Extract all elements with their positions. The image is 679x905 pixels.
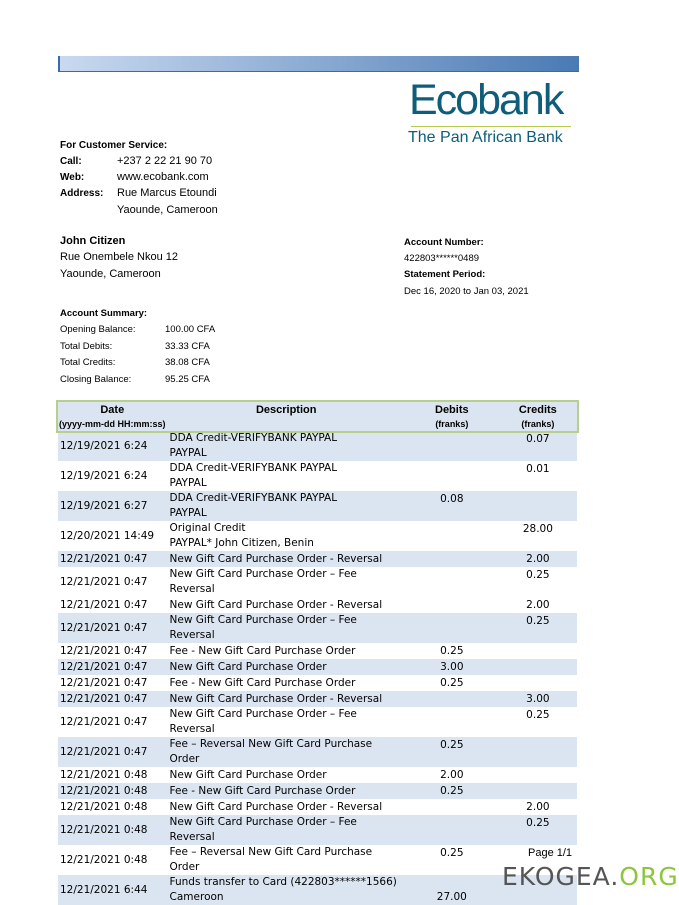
- address-label: Address:: [60, 188, 104, 199]
- row-credit: 0.01: [526, 463, 550, 475]
- call-value: +237 2 22 21 90 70: [117, 155, 213, 167]
- table-row: [58, 613, 577, 643]
- summary-label: Opening Balance:: [60, 324, 136, 335]
- customer-name: John Citizen: [60, 235, 126, 247]
- row-debit: 0.25: [405, 737, 499, 767]
- row-date: 12/21/2021 0:47: [58, 613, 168, 643]
- row-debit: [405, 815, 499, 845]
- logo-tagline: The Pan African Bank: [408, 129, 563, 146]
- row-debit: [405, 613, 499, 643]
- row-credit: 0.25: [499, 613, 577, 643]
- row-description: New Gift Card Purchase Order – Fee Reversal: [169, 708, 357, 735]
- summary-title: Account Summary:: [60, 308, 148, 319]
- row-debit: 3.00: [405, 659, 499, 675]
- summary-value: 95.25 CFA: [165, 373, 210, 385]
- row-description: New Gift Card Purchase Order – Fee Reversal: [168, 613, 405, 643]
- row-description: New Gift Card Purchase Order - Reversal: [168, 691, 405, 707]
- row-date: 12/21/2021 0:47: [60, 576, 148, 588]
- row-debit: [405, 691, 499, 707]
- web-label: Web:: [60, 172, 85, 183]
- summary-label: Total Credits:: [60, 357, 116, 368]
- row-credit: 0.07: [499, 431, 577, 461]
- row-debit: [405, 431, 499, 461]
- table-row: [58, 643, 577, 659]
- row-date: 12/21/2021 0:47: [58, 691, 168, 707]
- row-description: New Gift Card Purchase Order: [169, 768, 327, 781]
- row-credit: [499, 737, 577, 767]
- row-credit: [499, 675, 577, 691]
- table-row: [58, 691, 577, 707]
- table-row: [58, 551, 577, 567]
- row-credit: [499, 767, 577, 783]
- customer-address1: Rue Onembele Nkou 12: [60, 251, 179, 263]
- row-date: 12/21/2021 0:48: [60, 854, 148, 866]
- row-debit: [405, 597, 499, 613]
- table-row: [58, 767, 577, 783]
- page-number: Page 1/1: [528, 847, 573, 859]
- row-date: 12/21/2021 0:47: [58, 659, 168, 675]
- row-date: 12/21/2021 0:47: [58, 551, 168, 567]
- row-description: Fee – Reversal New Gift Card Purchase Order: [169, 846, 373, 873]
- ecobank-logo: [405, 78, 577, 147]
- row-description: Fee - New Gift Card Purchase Order: [168, 783, 405, 799]
- table-header: [58, 402, 577, 431]
- table-row: [58, 815, 577, 845]
- row-credit: 0.25: [526, 709, 550, 721]
- call-label: Call:: [60, 156, 82, 167]
- row-debit: 2.00: [440, 769, 464, 781]
- row-credit: 28.00: [522, 523, 553, 535]
- row-description: New Gift Card Purchase Order – Fee Reversal: [169, 568, 357, 595]
- logo-name: Ecobank: [409, 76, 563, 124]
- row-date: 12/21/2021 0:47: [60, 599, 148, 611]
- row-description: DDA Credit-VERIFYBANK PAYPAL PAYPAL: [169, 462, 338, 489]
- table-row: [58, 875, 577, 905]
- summary-value: 38.08 CFA: [165, 357, 210, 368]
- table-row: [58, 737, 577, 767]
- row-date: 12/20/2021 14:49: [60, 530, 155, 542]
- row-date: 12/21/2021 0:48: [60, 801, 148, 813]
- row-debit: [405, 551, 499, 567]
- row-credit: 2.00: [526, 599, 550, 611]
- transactions-table: [58, 402, 577, 905]
- statement-period-label: Statement Period:: [404, 269, 486, 280]
- row-credit: [499, 643, 577, 659]
- logo-divider: [411, 126, 571, 127]
- row-description: New Gift Card Purchase Order - Reversal: [169, 800, 383, 813]
- table-row: [58, 659, 577, 675]
- account-number: 422803******0489: [404, 253, 480, 264]
- statement-period: Dec 16, 2020 to Jan 03, 2021: [404, 286, 529, 297]
- row-debit: [405, 567, 499, 597]
- row-date: 12/19/2021 6:24: [58, 431, 168, 461]
- web-link[interactable]: www.ecobank.com: [117, 171, 209, 183]
- header-date: Date (yyyy-mm-dd HH:mm:ss): [59, 404, 166, 429]
- row-date: 12/21/2021 0:47: [58, 737, 168, 767]
- row-credit: [499, 491, 577, 521]
- row-credit: 0.25: [499, 815, 577, 845]
- row-debit: [405, 521, 499, 551]
- watermark: EKOGEA.ORG: [502, 862, 679, 891]
- row-description: New Gift Card Purchase Order: [168, 659, 405, 675]
- table-row: [58, 597, 577, 613]
- summary-value: 33.33 CFA: [165, 340, 210, 352]
- row-date: 12/21/2021 0:47: [60, 677, 148, 689]
- row-date: 12/21/2021 0:47: [60, 645, 148, 657]
- row-debit: [405, 707, 499, 737]
- address-line2: Yaounde, Cameroon: [117, 204, 218, 216]
- table-row: [58, 783, 577, 799]
- row-credit: [499, 783, 577, 799]
- table-row: [58, 707, 577, 737]
- row-date: 12/21/2021 0:48: [58, 815, 168, 845]
- header-credits: Credits (franks): [499, 402, 577, 431]
- table-row: [58, 491, 577, 521]
- row-debit: 0.25: [440, 645, 464, 657]
- address-line1: Rue Marcus Etoundi: [117, 187, 217, 199]
- header-description: Description: [168, 402, 405, 431]
- header-bar: [58, 56, 579, 72]
- row-description: DDA Credit-VERIFYBANK PAYPAL PAYPAL: [168, 431, 405, 461]
- row-description: Original Credit PAYPAL* John Citizen, Benin: [169, 522, 314, 549]
- row-description: Funds transfer to Card (422803******1566) Cameroon: [168, 875, 405, 905]
- row-credit: 2.00: [526, 801, 550, 813]
- row-credit: 0.25: [526, 569, 550, 581]
- table-row: [58, 521, 577, 551]
- row-debit: 0.25: [440, 847, 464, 859]
- row-debit: [405, 461, 499, 491]
- row-debit: 0.25: [440, 677, 464, 689]
- row-description: Fee - New Gift Card Purchase Order: [169, 676, 356, 689]
- row-date: 12/19/2021 6:24: [60, 470, 148, 482]
- row-date: 12/21/2021 0:48: [58, 783, 168, 799]
- table-row: [58, 567, 577, 597]
- summary-label: Closing Balance:: [60, 373, 132, 385]
- row-description: Fee – Reversal New Gift Card Purchase Order: [168, 737, 405, 767]
- row-debit: 0.08: [405, 491, 499, 521]
- row-debit: 0.25: [405, 783, 499, 799]
- account-number-label: Account Number:: [404, 237, 484, 248]
- table-row: [58, 799, 577, 815]
- row-debit: [405, 799, 499, 815]
- customer-address2: Yaounde, Cameroon: [60, 268, 161, 280]
- row-description: New Gift Card Purchase Order - Reversal: [169, 598, 383, 611]
- row-description: New Gift Card Purchase Order – Fee Reversal: [168, 815, 405, 845]
- row-debit: 27.00: [405, 875, 499, 905]
- summary-label: Total Debits:: [60, 340, 113, 352]
- row-date: 12/21/2021 6:44: [58, 875, 168, 905]
- table-row: [58, 675, 577, 691]
- row-description: Fee - New Gift Card Purchase Order: [169, 644, 356, 657]
- row-description: New Gift Card Purchase Order - Reversal: [168, 551, 405, 567]
- row-date: 12/21/2021 0:48: [60, 769, 148, 781]
- row-date: 12/19/2021 6:27: [58, 491, 168, 521]
- table-row: [58, 845, 577, 875]
- row-credit: 3.00: [499, 691, 577, 707]
- summary-value: 100.00 CFA: [165, 324, 216, 335]
- header-debits: Debits (franks): [405, 402, 499, 431]
- row-date: 12/21/2021 0:47: [60, 716, 148, 728]
- service-title: For Customer Service:: [60, 140, 168, 151]
- row-description: DDA Credit-VERIFYBANK PAYPAL PAYPAL: [168, 491, 405, 521]
- row-credit: 2.00: [499, 551, 577, 567]
- table-row: [58, 461, 577, 491]
- row-credit: [499, 659, 577, 675]
- table-row: [58, 431, 577, 461]
